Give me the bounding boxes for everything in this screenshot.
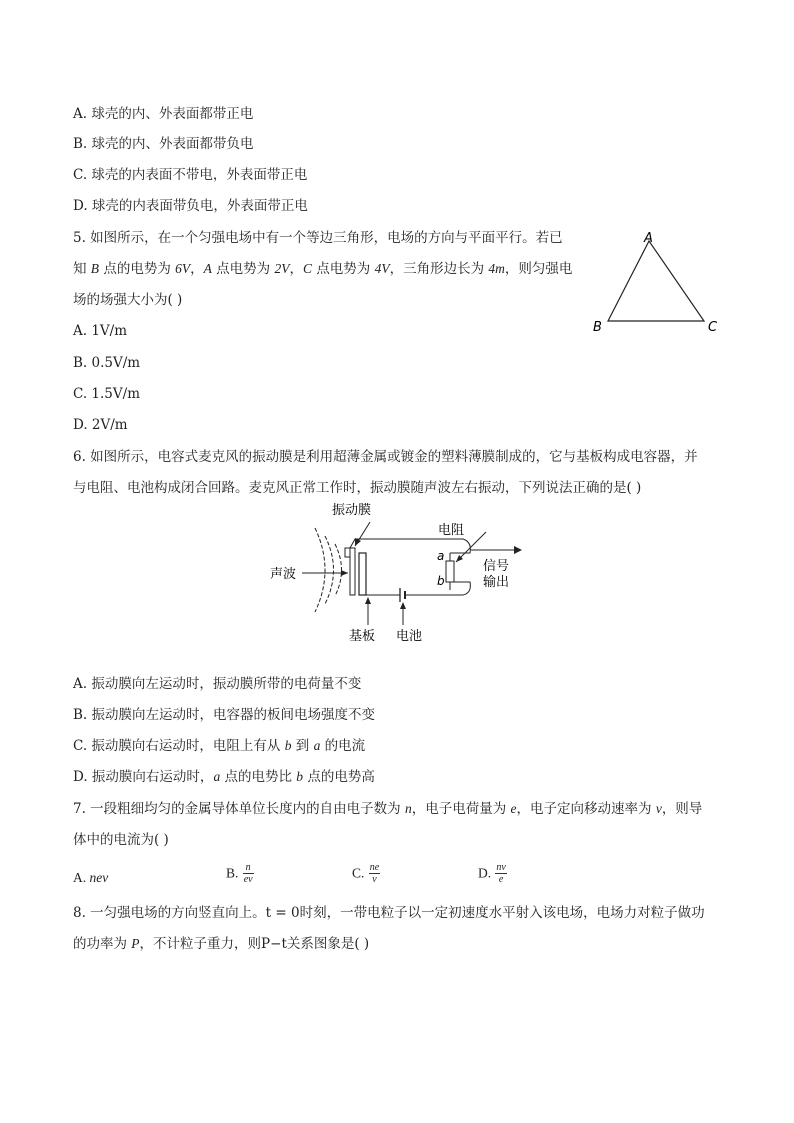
q7-option-d — [478, 862, 507, 885]
arrowhead — [400, 602, 406, 609]
q5-text: 点的电势为 — [99, 261, 176, 277]
q6-stem-line1: 6. 如图所示，电容式麦克风的振动膜是利用超薄金属或镀金的塑料薄膜制成的，它与基板构成电容器，并 — [73, 449, 698, 465]
label-diaphragm: 振动膜 — [332, 503, 372, 518]
label-resistor: 电阻 — [438, 523, 465, 538]
q6-option-d — [73, 768, 375, 786]
q6-var-b: b — [284, 738, 292, 753]
q7-option-c-fraction — [369, 862, 380, 885]
q4-option-b: B. 球壳的内、外表面都带负电 — [73, 136, 254, 152]
q5-stem-line2 — [73, 260, 572, 278]
triangle-label-a: A — [644, 231, 653, 246]
q7-var-e: e — [510, 801, 517, 816]
arrowhead — [514, 546, 522, 554]
sound-wave-arc — [325, 536, 334, 604]
fraction-numerator: n — [243, 862, 254, 874]
q7-var-v: v — [655, 801, 662, 816]
q6-microphone-figure — [260, 498, 540, 648]
equilateral-triangle — [608, 241, 704, 321]
q5-value-a: 2V — [274, 261, 290, 276]
q7-stem-line2: 体中的电流为( ) — [73, 832, 169, 848]
resistor — [446, 561, 454, 582]
q5-text: ， — [190, 261, 204, 277]
q7-option-a-label: A. — [73, 870, 90, 885]
q5-text: 点电势为 — [211, 261, 275, 277]
q5-option-c: C. 1.5V/m — [73, 386, 140, 402]
q6-text: 点的电势高 — [303, 769, 375, 785]
q7-text: ，电子定向移动速率为 — [516, 801, 656, 817]
fraction-denominator: e — [498, 874, 504, 885]
q5-stem-line1: 5. 如图所示，在一个匀强电场中有一个等边三角形，电场的方向与平面平行。若已 — [73, 230, 563, 246]
q7-option-c — [352, 862, 380, 885]
q7-option-a-value: nev — [89, 870, 109, 885]
q5-text: ， — [289, 261, 303, 277]
q7-option-d-label: D. — [478, 865, 492, 881]
label-battery: 电池 — [396, 629, 423, 644]
q5-point-a: A — [203, 261, 212, 276]
fraction-denominator: ev — [243, 874, 253, 885]
top-wire — [350, 539, 470, 553]
q4-option-c: C. 球壳的内表面不带电，外表面带正电 — [73, 167, 308, 183]
triangle-label-c: C — [708, 320, 718, 335]
label-signal: 信号 — [483, 559, 510, 574]
q5-value-b: 6V — [175, 261, 191, 276]
q7-text: ，电子电荷量为 — [411, 801, 511, 817]
q5-option-a: A. 1V/m — [73, 323, 128, 339]
fraction-denominator: v — [372, 874, 377, 885]
q7-option-b-label: B. — [226, 865, 239, 881]
q7-option-d-fraction — [495, 862, 506, 885]
fraction-numerator: ne — [369, 862, 380, 873]
q4-option-d: D. 球壳的内表面带负电，外表面带正电 — [73, 198, 308, 214]
q8-text: 的功率为 — [73, 936, 132, 952]
q6-option-a: A. 振动膜向左运动时，振动膜所带的电荷量不变 — [73, 676, 362, 692]
arrowhead — [365, 597, 371, 604]
q6-option-c — [73, 737, 365, 755]
diaphragm-tab — [345, 548, 350, 557]
q7-var-n: n — [404, 801, 412, 816]
q7-option-b — [226, 862, 254, 885]
q5-side-length: 4m — [488, 261, 505, 276]
q8-stem-line1: 8. 一匀强电场的方向竖直向上。t = 0时刻，一带电粒子以一定初速度水平射入该电场，电场力对粒子做功 — [73, 905, 705, 921]
base-plate — [359, 553, 366, 595]
q6-var-b: b — [296, 769, 304, 784]
q6-text: C. 振动膜向右运动时，电阻上有从 — [73, 738, 285, 754]
q5-point-b: B — [90, 261, 100, 276]
q7-text: ，则导 — [661, 801, 703, 817]
q5-text: 点电势为 — [312, 261, 375, 277]
q8-text: ，不计粒子重力，则P−t关系图象是( ) — [139, 936, 370, 952]
q5-option-d: D. 2V/m — [73, 417, 128, 433]
q5-option-b: B. 0.5V/m — [73, 355, 141, 371]
sound-wave-arc — [335, 544, 342, 596]
q6-option-b: B. 振动膜向左运动时，电容器的板间电场强度不变 — [73, 707, 376, 723]
q7-stem-line1 — [73, 800, 702, 818]
sound-wave-arc — [315, 528, 325, 612]
q5-triangle-figure — [586, 226, 726, 338]
q6-text: 的电流 — [320, 738, 366, 754]
diaphragm — [350, 548, 355, 595]
q6-text: 到 — [291, 738, 314, 754]
point-b-label: b — [437, 574, 445, 588]
q6-text: 点的电势比 — [220, 769, 297, 785]
label-plate: 基板 — [349, 629, 376, 644]
q5-text: ，则匀强电 — [504, 261, 573, 277]
q5-point-c: C — [302, 261, 312, 276]
q5-stem-line3: 场的场强大小为( ) — [73, 292, 183, 308]
q8-var-p: P — [131, 936, 140, 951]
triangle-label-b: B — [593, 320, 602, 335]
fraction-numerator: nv — [496, 862, 506, 873]
q6-var-a: a — [213, 769, 221, 784]
q7-text: 7. 一段粗细均匀的金属导体单位长度内的自由电子数为 — [73, 801, 405, 817]
q5-text: ，三角形边长为 — [389, 261, 489, 277]
q7-option-a — [73, 869, 108, 887]
q6-stem-line2: 与电阻、电池构成闭合回路。麦克风正常工作时，振动膜随声波左右振动，下列说法正确的是( ) — [73, 480, 642, 496]
q8-stem-line2 — [73, 935, 369, 953]
q6-var-a: a — [313, 738, 321, 753]
point-a-label: a — [437, 549, 445, 563]
q7-option-b-fraction — [243, 862, 254, 885]
q6-text: D. 振动膜向右运动时， — [73, 769, 214, 785]
label-sound: 声波 — [270, 567, 297, 582]
q4-option-a: A. 球壳的内、外表面都带正电 — [73, 106, 254, 122]
q5-text: 知 — [73, 261, 91, 277]
label-output: 输出 — [483, 575, 510, 590]
arrowhead — [341, 570, 348, 576]
q5-value-c: 4V — [374, 261, 390, 276]
q7-option-c-label: C. — [352, 865, 365, 881]
